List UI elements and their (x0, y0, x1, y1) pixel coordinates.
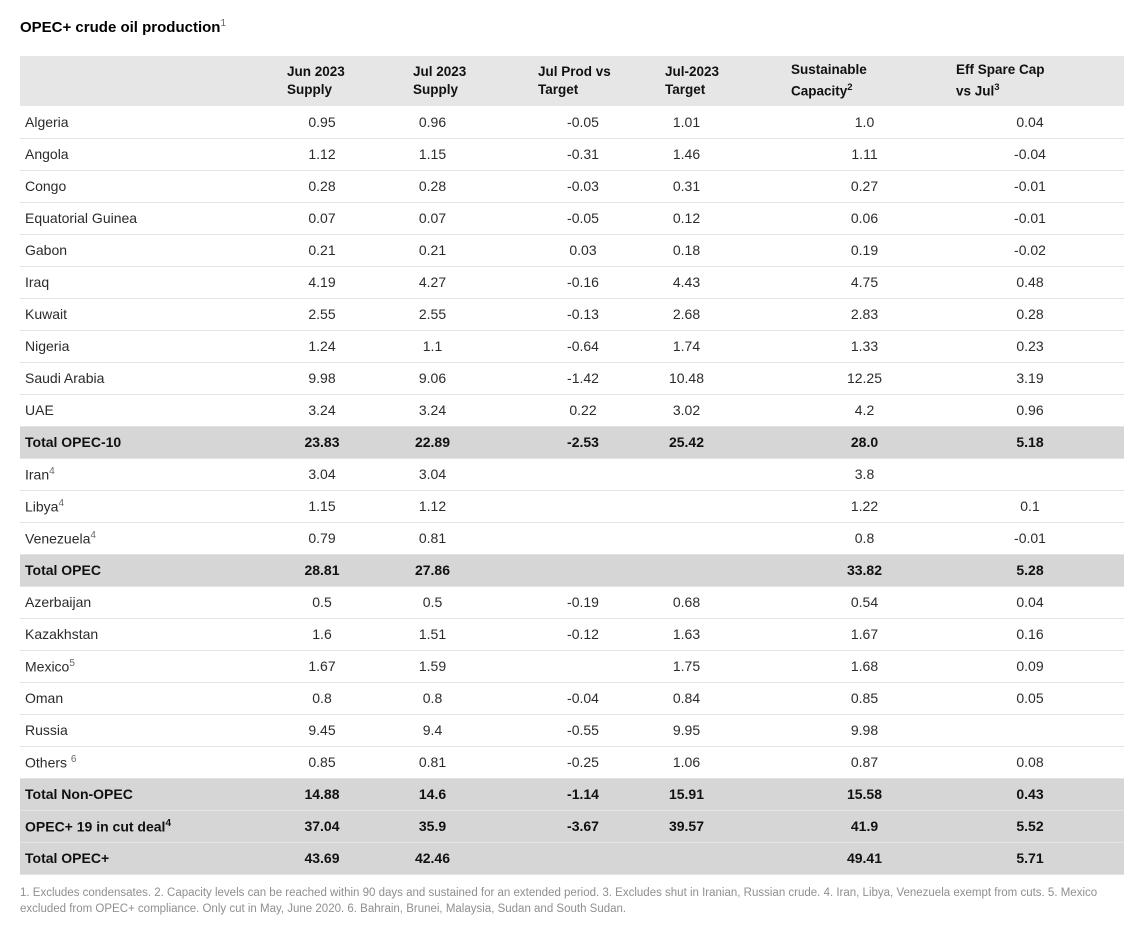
value-cell: -0.02 (1014, 242, 1046, 258)
value-cell: 3.24 (418, 402, 447, 418)
row-footnote-marker: 4 (90, 529, 96, 541)
column-header-country (20, 56, 267, 106)
value-cell: 0.07 (308, 210, 336, 226)
table-row (20, 170, 1124, 202)
value-cell: 0.85 (308, 754, 336, 770)
value-cell: 9.98 (308, 370, 336, 386)
value-cell: 1.11 (851, 146, 878, 162)
column-header: Sustainable Capacity$^2$ (777, 56, 952, 106)
value-cell: 28.0 (777, 426, 952, 458)
table-row (20, 106, 1124, 138)
value-cell: 1.1 (422, 338, 443, 354)
value-cell (508, 650, 634, 682)
value-cell: 28.81 (267, 554, 377, 586)
value-cell: 1.15 (308, 498, 336, 514)
value-cell: -0.04 (1014, 146, 1046, 162)
value-cell: 5.71 (952, 842, 1124, 874)
value-cell: 2.83 (850, 306, 879, 322)
column-header: Jul-2023 Target (634, 56, 777, 106)
value-cell: 0.87 (850, 754, 879, 770)
value-cell: 1.63 (672, 626, 701, 642)
value-cell (634, 522, 777, 554)
value-cell: 9.45 (308, 722, 336, 738)
country-cell: Kuwait (25, 306, 68, 322)
value-cell: 0.81 (418, 754, 447, 770)
row-footnote-marker: 4 (165, 817, 171, 829)
value-cell: 5.52 (952, 810, 1124, 842)
value-cell: -0.25 (567, 754, 599, 770)
value-cell: 0.68 (672, 594, 701, 610)
value-cell: 1.59 (418, 658, 447, 674)
value-cell: 4.19 (308, 274, 336, 290)
value-cell: 0.19 (850, 242, 879, 258)
table-body (20, 106, 1124, 874)
value-cell: -3.67 (508, 810, 634, 842)
value-cell: 4.27 (418, 274, 447, 290)
value-cell: 4.43 (672, 274, 701, 290)
value-cell: 43.69 (267, 842, 377, 874)
value-cell: 0.8 (422, 690, 443, 706)
value-cell: 22.89 (377, 426, 508, 458)
value-cell: 0.48 (1016, 274, 1044, 290)
value-cell (508, 842, 634, 874)
table-row (20, 394, 1124, 426)
value-cell: 2.68 (672, 306, 701, 322)
value-cell: -0.64 (567, 338, 599, 354)
value-cell: 1.0 (854, 113, 875, 130)
value-cell: 0.96 (1016, 402, 1044, 418)
table-header-row (20, 56, 1124, 106)
value-cell: 35.9 (377, 810, 508, 842)
country-cell: Nigeria (25, 338, 70, 354)
value-cell: 10.48 (668, 370, 705, 386)
value-cell: 0.43 (952, 778, 1124, 810)
country-cell: Iraq (25, 274, 50, 290)
country-cell: OPEC+ 19 in cut deal$^4$ (20, 810, 267, 842)
value-cell: 0.21 (308, 242, 336, 258)
value-cell: 15.91 (634, 778, 777, 810)
value-cell: 1.51 (418, 626, 447, 642)
value-cell: 14.6 (377, 778, 508, 810)
value-cell: 9.06 (418, 370, 447, 386)
value-cell: 1.12 (308, 146, 336, 162)
page-title (20, 14, 1124, 38)
value-cell: 0.05 (1016, 690, 1044, 706)
value-cell: 0.1 (1020, 498, 1040, 514)
value-cell: 0.85 (850, 690, 879, 706)
value-cell (634, 842, 777, 874)
value-cell: 1.74 (672, 338, 701, 354)
value-cell: 15.58 (777, 778, 952, 810)
footnotes: 1. Excludes condensates. 2. Capacity levels can be reached within 90 days and sustained for an extended period. 3. Excludes shut in Iranian, Russian crude. 4. Iran, Libya, Venezuela exempt from cuts. 5. Mexico excluded from OPEC+ compliance. Only cut in May, June 2020. 6. Bahrain, Brunei, Malaysia, Sudan and South Sudan. (20, 886, 1098, 915)
value-cell: 5.28 (952, 554, 1124, 586)
production-table (20, 56, 1124, 875)
value-cell: 1.12 (418, 498, 447, 514)
country-cell: Saudi Arabia (25, 370, 105, 386)
table-row (20, 586, 1124, 618)
column-header: Jul Prod vs Target (508, 56, 634, 106)
value-cell: 2.55 (308, 306, 336, 322)
value-cell: -0.01 (1014, 178, 1046, 194)
value-cell: 0.08 (1016, 754, 1044, 770)
value-cell: 1.06 (672, 754, 701, 770)
country-cell: Libya$^4$ (25, 497, 65, 515)
value-cell: -0.19 (567, 594, 599, 610)
country-cell: Oman (25, 690, 64, 706)
country-cell: Others $^6$ (25, 753, 77, 771)
value-cell: 0.28 (1016, 306, 1044, 322)
value-cell: 9.4 (422, 722, 443, 738)
table-row (20, 458, 1124, 490)
table-row (20, 618, 1124, 650)
value-cell: 0.28 (308, 178, 336, 194)
value-cell: -0.01 (1014, 530, 1046, 546)
table-row (20, 330, 1124, 362)
value-cell (508, 554, 634, 586)
row-footnote-marker: 6 (70, 753, 77, 765)
value-cell: 0.04 (1016, 113, 1044, 130)
country-cell: Iran$^4$ (25, 465, 55, 483)
value-cell: 1.01 (672, 113, 701, 130)
value-cell: -0.31 (567, 146, 599, 162)
table-row (20, 362, 1124, 394)
value-cell: 0.07 (418, 210, 447, 226)
value-cell: -0.05 (567, 210, 599, 226)
country-cell: Mexico$^5$ (25, 657, 75, 675)
value-cell: 25.42 (634, 426, 777, 458)
value-cell: 0.54 (850, 594, 879, 610)
table-row (20, 714, 1124, 746)
row-footnote-marker: 5 (69, 657, 75, 669)
value-cell: 0.23 (1016, 338, 1044, 354)
value-cell: 14.88 (267, 778, 377, 810)
country-cell: Congo (25, 178, 67, 194)
country-cell: Total OPEC (20, 554, 267, 586)
table-row (20, 746, 1124, 778)
total-row (20, 778, 1124, 810)
country-cell: Russia (25, 722, 68, 738)
table-row (20, 682, 1124, 714)
total-row (20, 810, 1124, 842)
value-cell: -0.04 (567, 690, 599, 706)
column-header: Eff Spare Cap vs Jul$^3$ (952, 56, 1124, 106)
value-cell: 49.41 (777, 842, 952, 874)
value-cell: 0.04 (1016, 594, 1044, 610)
value-cell: 0.81 (418, 530, 447, 546)
value-cell (952, 714, 1124, 746)
value-cell: -0.03 (567, 178, 599, 194)
value-cell: 27.86 (377, 554, 508, 586)
table-row (20, 490, 1124, 522)
value-cell: -0.12 (567, 626, 599, 642)
value-cell (634, 458, 777, 490)
table-row (20, 234, 1124, 266)
value-cell: 23.83 (267, 426, 377, 458)
value-cell: 4.2 (854, 402, 875, 418)
value-cell: 39.57 (634, 810, 777, 842)
value-cell: 1.33 (850, 338, 879, 354)
value-cell: 3.02 (672, 402, 701, 418)
value-cell: 0.22 (569, 402, 597, 418)
table-header (20, 56, 1124, 106)
value-cell: 3.19 (1016, 370, 1044, 386)
value-cell: 0.5 (312, 594, 332, 610)
page-title-text: OPEC+ crude oil production (20, 19, 221, 36)
value-cell: 0.12 (672, 210, 701, 226)
total-row (20, 842, 1124, 874)
table-row (20, 138, 1124, 170)
country-cell: Angola (25, 146, 69, 162)
value-cell: 3.8 (854, 466, 875, 482)
value-cell: 0.03 (569, 242, 597, 258)
value-cell: 1.67 (308, 658, 336, 674)
table-row (20, 298, 1124, 330)
value-cell (634, 554, 777, 586)
country-cell: Azerbaijan (25, 594, 92, 610)
value-cell: 1.22 (850, 498, 879, 514)
value-cell: 3.04 (308, 466, 336, 482)
country-cell: Total OPEC+ (20, 842, 267, 874)
value-cell: 9.98 (850, 722, 879, 738)
value-cell: 9.95 (672, 722, 701, 738)
country-cell: Total Non-OPEC (20, 778, 267, 810)
table-row (20, 650, 1124, 682)
value-cell: -0.05 (567, 113, 599, 130)
country-cell: UAE (25, 402, 54, 418)
country-cell: Total OPEC-10 (20, 426, 267, 458)
value-cell: 1.46 (672, 146, 701, 162)
country-cell: Equatorial Guinea (25, 210, 138, 226)
value-cell: 0.84 (672, 690, 701, 706)
value-cell: 0.27 (850, 178, 879, 194)
country-cell: Kazakhstan (25, 626, 99, 642)
value-cell: 1.6 (312, 626, 332, 642)
value-cell: 0.5 (422, 594, 443, 610)
value-cell (508, 522, 634, 554)
value-cell: -2.53 (508, 426, 634, 458)
value-cell: 0.31 (672, 178, 701, 194)
value-cell: 0.21 (418, 242, 447, 258)
column-header: Jul 2023 Supply (377, 56, 508, 106)
value-cell: 0.16 (1016, 626, 1044, 642)
value-cell: 0.06 (850, 210, 879, 226)
country-cell: Algeria (25, 113, 69, 130)
value-cell (508, 458, 634, 490)
value-cell: 37.04 (267, 810, 377, 842)
value-cell: -1.14 (508, 778, 634, 810)
value-cell: -0.55 (567, 722, 599, 738)
table-row (20, 522, 1124, 554)
value-cell: 0.95 (308, 113, 336, 130)
country-cell: Gabon (25, 242, 68, 258)
header-footnote-marker: 2 (847, 82, 853, 94)
title-footnote-marker: 1 (220, 18, 226, 29)
value-cell: 0.18 (672, 242, 701, 258)
value-cell: 0.8 (854, 530, 875, 546)
value-cell: 5.18 (952, 426, 1124, 458)
value-cell: -0.16 (567, 274, 599, 290)
value-cell: -1.42 (567, 370, 599, 386)
value-cell: 1.68 (850, 658, 879, 674)
value-cell: 3.04 (418, 466, 447, 482)
total-row (20, 554, 1124, 586)
value-cell: 12.25 (846, 370, 883, 386)
header-footnote-marker: 3 (994, 82, 1000, 94)
value-cell: 0.96 (418, 113, 447, 130)
value-cell: -0.01 (1014, 210, 1046, 226)
value-cell: -0.13 (567, 306, 599, 322)
value-cell: 1.15 (418, 146, 447, 162)
row-footnote-marker: 4 (49, 465, 55, 477)
value-cell: 4.75 (850, 274, 879, 290)
value-cell: 0.09 (1016, 658, 1044, 674)
value-cell: 1.75 (672, 658, 701, 674)
value-cell: 0.8 (312, 690, 332, 706)
value-cell: 2.55 (418, 306, 447, 322)
value-cell: 1.67 (850, 626, 879, 642)
value-cell: 42.46 (377, 842, 508, 874)
value-cell: 0.28 (418, 178, 447, 194)
country-cell: Venezuela$^4$ (25, 529, 96, 547)
value-cell: 33.82 (777, 554, 952, 586)
table-row (20, 202, 1124, 234)
value-cell: 3.24 (308, 402, 336, 418)
row-footnote-marker: 4 (58, 497, 65, 509)
value-cell (952, 458, 1124, 490)
table-row (20, 266, 1124, 298)
value-cell: 0.79 (308, 530, 336, 546)
value-cell (634, 490, 777, 522)
value-cell: 41.9 (777, 810, 952, 842)
column-header: Jun 2023 Supply (267, 56, 377, 106)
value-cell: 1.24 (308, 338, 336, 354)
total-row (20, 426, 1124, 458)
value-cell (508, 490, 634, 522)
